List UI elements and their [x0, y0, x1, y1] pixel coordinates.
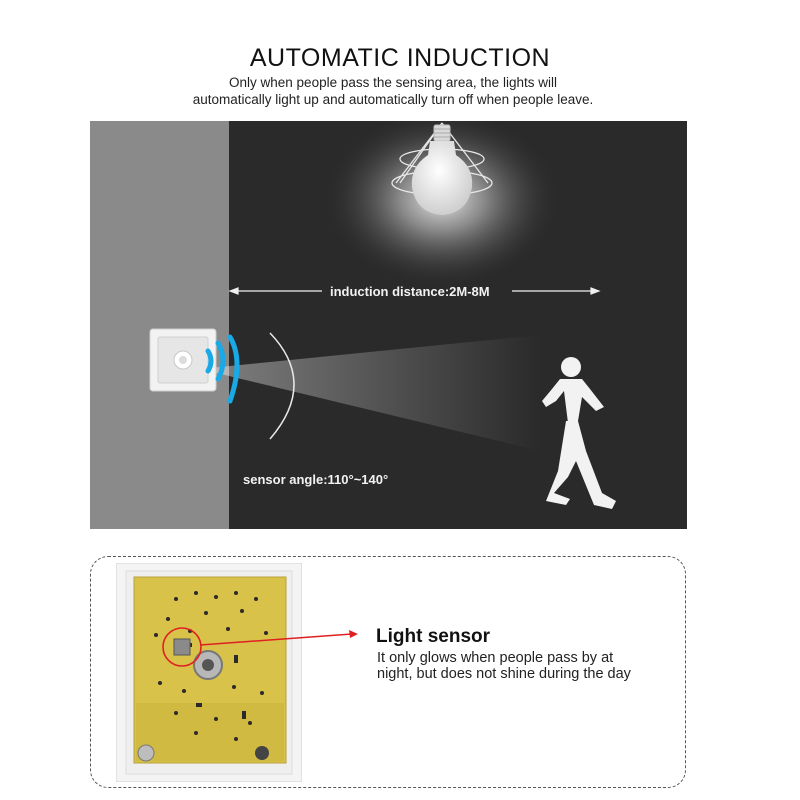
induction-distance-label: induction distance:2M-8M — [330, 284, 490, 299]
wall — [90, 121, 229, 529]
subtitle-line-1: Only when people pass the sensing area, the lights will — [229, 75, 557, 90]
light-sensor-description — [377, 650, 687, 682]
induction-scene — [90, 121, 687, 529]
sensor-desc-line-2: night, but does not shine during the day — [377, 666, 631, 682]
subtitle-line-2: automatically light up and automatically turn off when people leave. — [192, 92, 594, 107]
light-sensor-title: Light sensor — [376, 626, 491, 647]
sensor-board-photo — [116, 563, 302, 782]
sensor-angle-label: sensor angle:110°~140° — [243, 472, 389, 487]
scene-illustration — [90, 121, 687, 529]
page-title: AUTOMATIC INDUCTION — [249, 44, 551, 72]
sensor-switch-icon — [150, 329, 216, 391]
sensor-desc-line-1: It only glows when people pass by at — [377, 650, 614, 666]
page-subtitle — [0, 74, 786, 108]
